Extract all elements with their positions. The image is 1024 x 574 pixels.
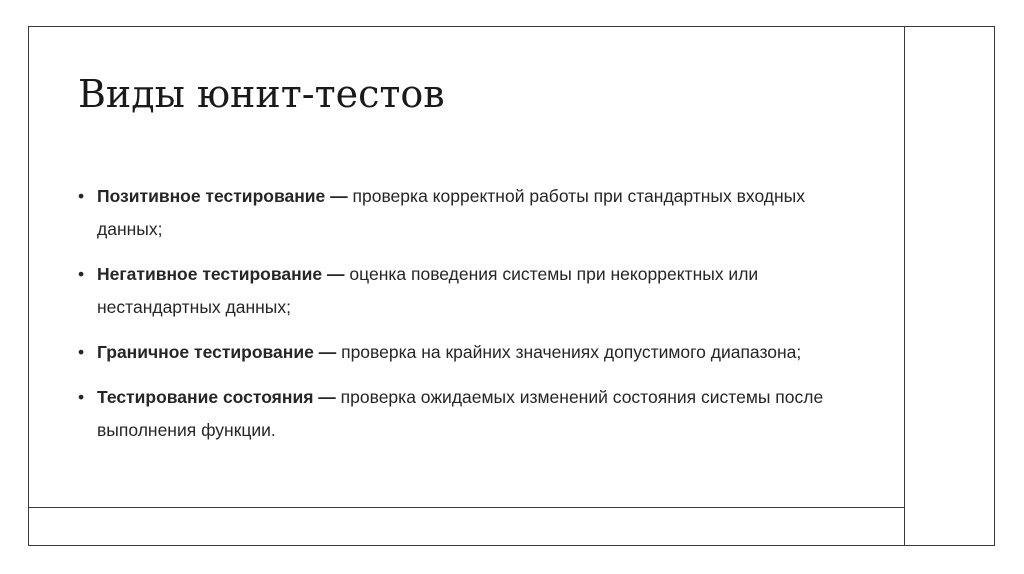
bullet-dot-icon: • xyxy=(78,264,85,284)
frame-vertical-divider xyxy=(904,26,905,546)
bullet-item-negative xyxy=(78,258,868,324)
bullet-term: Негативное тестирование xyxy=(97,264,323,284)
bullet-separator: — xyxy=(313,342,342,362)
slide-title: Виды юнит-тестов xyxy=(78,72,445,116)
bullet-separator: — xyxy=(313,387,341,407)
bullet-dot-icon: • xyxy=(78,186,85,206)
bullet-item-state xyxy=(78,381,868,447)
bullet-description: проверка ожидаемых изменений состояния системы после выполнения функции. xyxy=(97,387,824,440)
frame-horizontal-divider xyxy=(28,507,905,508)
bullet-list xyxy=(78,180,868,459)
bullet-description: проверка на крайних значениях допустимого диапазона; xyxy=(341,342,802,362)
bullet-term: Позитивное тестирование xyxy=(97,186,326,206)
bullet-description: проверка корректной работы при стандартных входных данных; xyxy=(97,186,806,239)
bullet-separator: — xyxy=(325,186,353,206)
bullet-term: Граничное тестирование xyxy=(97,342,314,362)
bullet-description: оценка поведения системы при некорректных или нестандартных данных; xyxy=(97,264,759,317)
bullet-separator: — xyxy=(322,264,350,284)
bullet-term: Тестирование состояния xyxy=(97,387,314,407)
bullet-dot-icon: • xyxy=(78,387,85,407)
bullet-item-positive xyxy=(78,180,868,246)
bullet-item-boundary xyxy=(78,336,868,369)
bullet-dot-icon: • xyxy=(78,342,85,362)
